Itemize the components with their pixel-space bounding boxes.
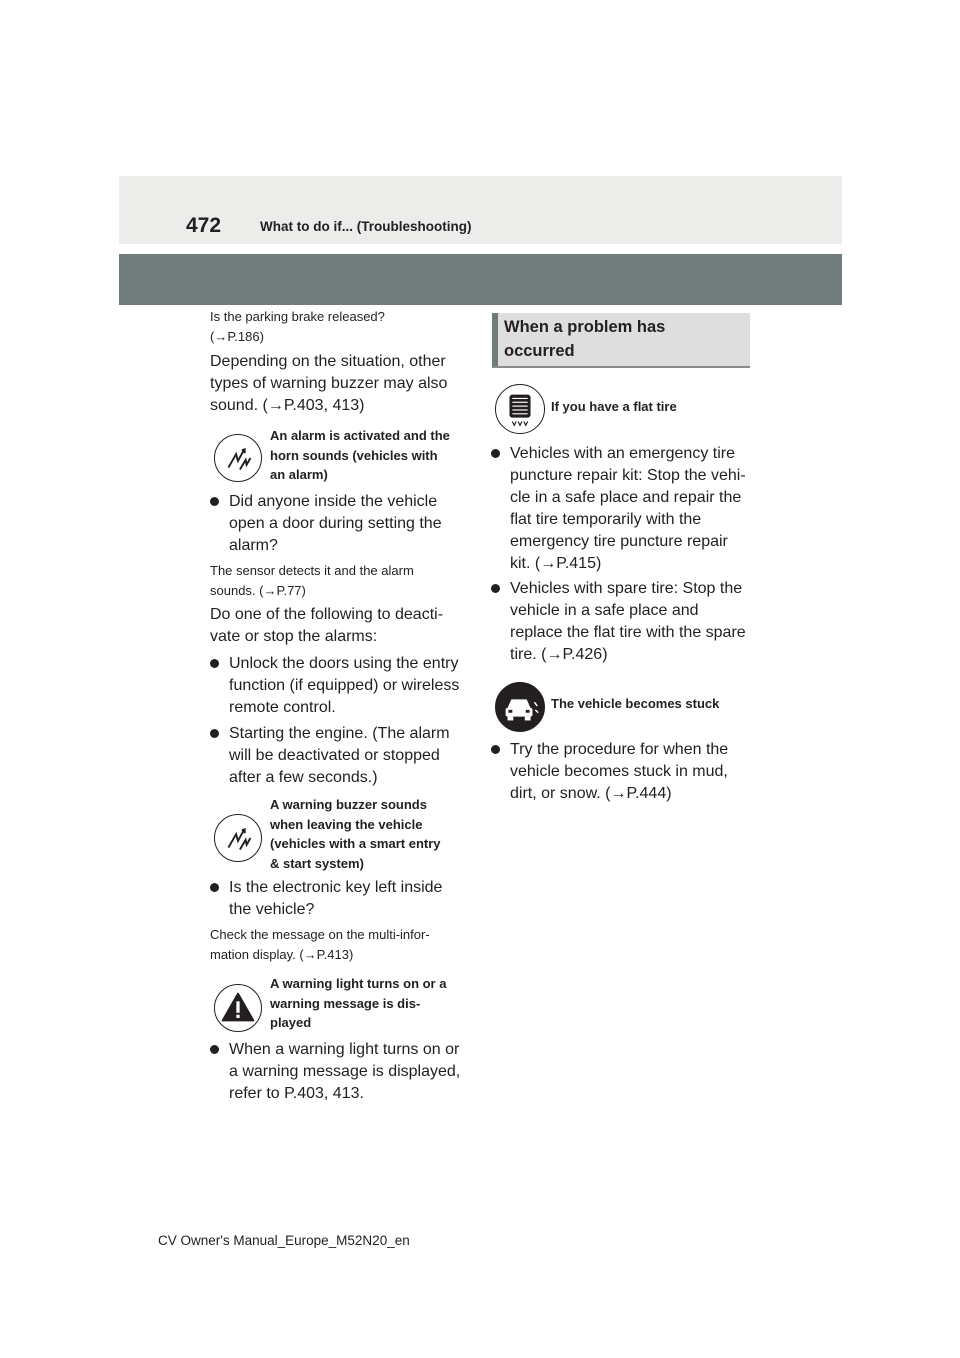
stuck-vehicle-subheading: The vehicle becomes stuck: [551, 696, 720, 711]
alarm-instructions: Do one of the following to deacti- vate or stop the alarms:: [210, 606, 444, 645]
buzzer-note: Check the message on the multi-infor- mation display. (→P.413): [210, 927, 430, 962]
stuck-car-icon: [495, 682, 545, 732]
flat-tire-spare-bullet: Vehicles with spare tire: Stop the vehicle in a safe place and replace the flat tire with the spare tire. (→P.426): [491, 578, 746, 666]
alarm-option-unlock: Unlock the doors using the entry function (if equipped) or wireless remote control.: [210, 653, 459, 719]
section-title: What to do if... (Troubleshooting): [260, 219, 472, 234]
intro-note: Is the parking brake released? (→P.186): [210, 309, 385, 344]
flat-tire-icon: [495, 384, 545, 434]
alarm-option-engine: Starting the engine. (The alarm will be deactivated or stopped after a few seconds.): [210, 723, 450, 789]
flat-tire-subheading: If you have a flat tire: [551, 399, 677, 414]
problem-section-heading: When a problem has occurred: [492, 313, 750, 368]
alarm-question-bullet: Did anyone inside the vehicle open a door during setting the alarm?: [210, 491, 442, 557]
intro-paragraph: Depending on the situation, other types of warning buzzer may also sound. (→P.403, 413): [210, 353, 448, 414]
section-band: [119, 254, 842, 305]
header-band: [119, 176, 842, 244]
alarm-note: The sensor detects it and the alarm sounds. (→P.77): [210, 563, 414, 598]
buzzer-subheading: A warning buzzer sounds when leaving the vehicle (vehicles with a smart entry & start system): [270, 797, 441, 871]
buzzer-question-bullet: Is the electronic key left inside the vehicle?: [210, 877, 442, 921]
warning-triangle-icon: [214, 984, 262, 1032]
buzzer-icon: [214, 814, 262, 862]
alarm-horn-icon: [214, 434, 262, 482]
warning-light-bullet: When a warning light turns on or a warning message is displayed, refer to P.403, 413.: [210, 1039, 460, 1105]
stuck-vehicle-bullet: Try the procedure for when the vehicle becomes stuck in mud, dirt, or snow. (→P.444): [491, 739, 728, 805]
flat-tire-repair-kit-bullet: Vehicles with an emergency tire puncture repair kit: Stop the vehi- cle in a safe place and repair the flat tire temporarily with the emergency tire puncture repair kit. (→P.415): [491, 443, 746, 575]
footer: CV Owner's Manual_Europe_M52N20_en: [158, 1233, 410, 1248]
warning-light-subheading: A warning light turns on or a warning message is dis- played: [270, 976, 447, 1030]
alarm-subheading: An alarm is activated and the horn sounds (vehicles with an alarm): [270, 428, 450, 482]
page-number: 472: [186, 214, 222, 237]
